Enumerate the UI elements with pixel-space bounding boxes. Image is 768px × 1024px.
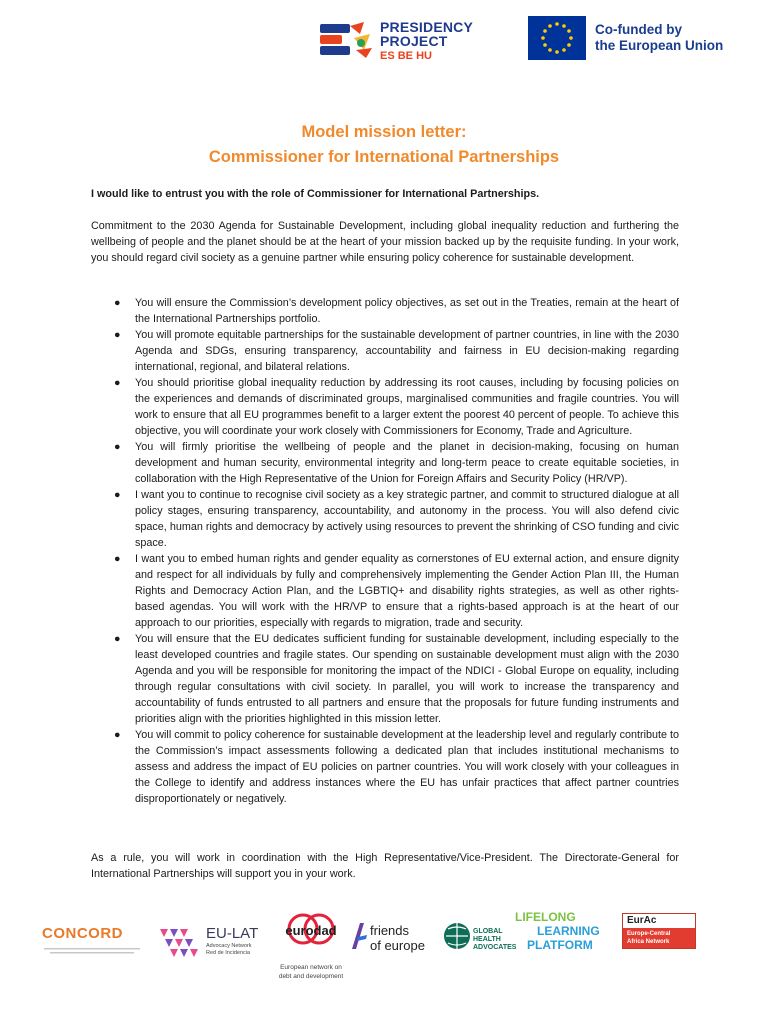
llp-logo-line3: PLATFORM [527,938,593,952]
eu-logo-line1: Co-funded by [595,22,682,37]
eurodad-logo-sub2: debt and development [278,973,344,980]
closing-paragraph: As a rule, you will work in coordination with the High Representative/Vice-President. The Directorate-General for International Partnerships will support you in your work. [91,852,679,880]
bullet-text: You will commit to policy coherence for sustainable development at the leadership level and regularly contribute to the Commission’s impact assessments following a dedicated plan that includes institutional mechanisms to assess and address the impact of EU policies on partner countries. You will work closely with your colleagues in the College to identify and address instances where the EU has unfair practices that affect partner countries disproportionately or negatively. [135,729,679,805]
lifelong-learning-platform-logo [515,911,611,961]
bullet-text: I want you to embed human rights and gender equality as cornerstones of EU external action, and ensure dignity and respect for all individuals by fully and comprehensively implementing the Gender Action Plan III, the Human Rights and Democracy Action Plan, and the LGBTIQ+ and disability rights strategies, as well as other rights-based agendas. You will work with the HR/VP to ensure that a rights-based approach is at the heart of our approach to our priorities, especially with regards to migration, trade and security. [135,553,679,629]
eu-lat-logo-sub2: Red de Incidencia [206,950,251,956]
bullet-text: You will ensure the Commission’s development policy objectives, as set out in the Treaties, remain at the heart of the International Partnerships portfolio. [135,297,679,325]
bullet-item [91,375,679,439]
presidency-logo-sub: ES BE HU [380,50,432,62]
bullet-item [91,487,679,551]
intro-paragraph: Commitment to the 2030 Agenda for Sustainable Development, including global inequality reduction and furthering the wellbeing of people and the planet should be at the heart of your mission backed up by the requisite funding. In your work, you should regard civil society as a genuine partner while ensuring policy coherence for sustainable development. [91,220,679,264]
eu-flag-icon [528,16,586,60]
gha-logo-line1: GLOBAL [473,928,503,935]
presidency-logo-line1: PRESIDENCY [380,19,474,35]
eu-lat-logo-name: EU-LAT [206,925,259,942]
bullet-text: I want you to continue to recognise civil society as a key strategic partner, and commit to structured dialogue at all policy stages, ensuring transparency, accountability, and autonomy in the process. You will also defend civic space, human rights and democracy by actively using resources to prevent the shrinking of CSO funding and civic space. [135,489,679,549]
gha-logo-line3: ADVOCATES [473,944,517,951]
eu-lat-logo [158,923,268,963]
bullet-dot-icon: ● [114,377,121,389]
bullet-dot-icon: ● [114,553,121,565]
friends-of-europe-line2: of europe [370,938,425,953]
friends-of-europe-mark-icon [350,921,368,951]
presidency-project-logo [320,16,480,66]
bullet-dot-icon: ● [114,633,121,645]
eu-cofunded-logo [528,16,738,62]
bullet-item [91,295,679,327]
bullet-item [91,327,679,375]
eurac-logo-sub2: Africa Network [627,939,670,945]
document-title-line2: Commissioner for International Partnerships [208,148,560,166]
gha-logo-line2: HEALTH [473,936,501,943]
llp-logo-line1: LIFELONG [515,910,576,924]
eurodad-logo [270,911,352,985]
eurac-logo-sub1: Europe-Central [627,931,671,937]
bullet-dot-icon: ● [114,329,121,341]
bullet-dot-icon: ● [114,441,121,453]
bullet-dot-icon: ● [114,297,121,309]
eurac-logo [622,913,696,949]
bullet-text: You will promote equitable partnerships for the sustainable development of partner countries, in line with the 2030 Agenda and SDGs, ensuring transparency, accountability and fairness in EU decision-making regarding international, regional, and bilateral relations. [135,329,679,373]
presidency-flag-icon [320,20,376,60]
eu-lat-triangles-icon [158,925,202,959]
presidency-logo-line2: PROJECT [380,33,448,49]
bullet-dot-icon: ● [114,729,121,741]
mission-bullet-list [91,295,679,807]
bullet-item [91,631,679,727]
friends-of-europe-logo [350,919,432,959]
bullet-item [91,439,679,487]
eurodad-logo-name: eurodad [285,923,337,938]
global-health-globe-icon [443,913,471,959]
bullet-text: You should prioritise global inequality reduction by addressing its root causes, including by focusing policies on the experiences and demands of discriminated groups, marginalised communities and fragile countries. You will work to ensure that all EU programmes benefit to a larger extent the poorest 40 percent of people. To achieve this objective, you will coordinate your work closely with Commissioners for Economy, Trade and Agriculture. [135,377,679,437]
concord-logo-name: CONCORD [42,925,123,942]
eu-logo-line2: the European Union [595,38,724,53]
eu-lat-logo-sub1: Advocacy Network [206,943,252,949]
friends-of-europe-line1: friends [370,923,410,938]
document-title-line1: Model mission letter: [301,123,467,141]
eurodad-logo-sub1: European network on [280,964,342,971]
eurac-logo-name: EurAc [627,915,657,926]
bullet-item [91,551,679,631]
llp-logo-line2: LEARNING [537,924,600,938]
concord-logo [42,925,142,961]
lead-sentence: I would like to entrust you with the role of Commissioner for International Partnerships. [91,188,540,200]
bullet-text: You will firmly prioritise the wellbeing of people and the planet in decision-making, focusing on human development and human security, environmental integrity and long-term peace to create equitable societies, in collaboration with the High Representative of the Union for Foreign Affairs and Security Policy (HR/VP). [135,441,679,485]
bullet-text: You will ensure that the EU dedicates sufficient funding for sustainable development, including especially to the least developed countries and fragile states. Our spending on sustainable development must align with the 2030 Agenda and you will be responsible for monitoring the impact of the NDICI - Global Europe on equality, including through regular consultations with civil society. In parallel, you will work to increase the transparency and accountability of funds entrusted to all partners and ensure that the proposals for future funding instruments and priorities align with the priorities highlighted in this mission letter. [135,633,679,725]
partner-logos [0,905,768,985]
global-health-advocates-logo [443,913,515,961]
bullet-dot-icon: ● [114,489,121,501]
concord-tagline-icon [42,946,142,956]
bullet-item [91,727,679,807]
